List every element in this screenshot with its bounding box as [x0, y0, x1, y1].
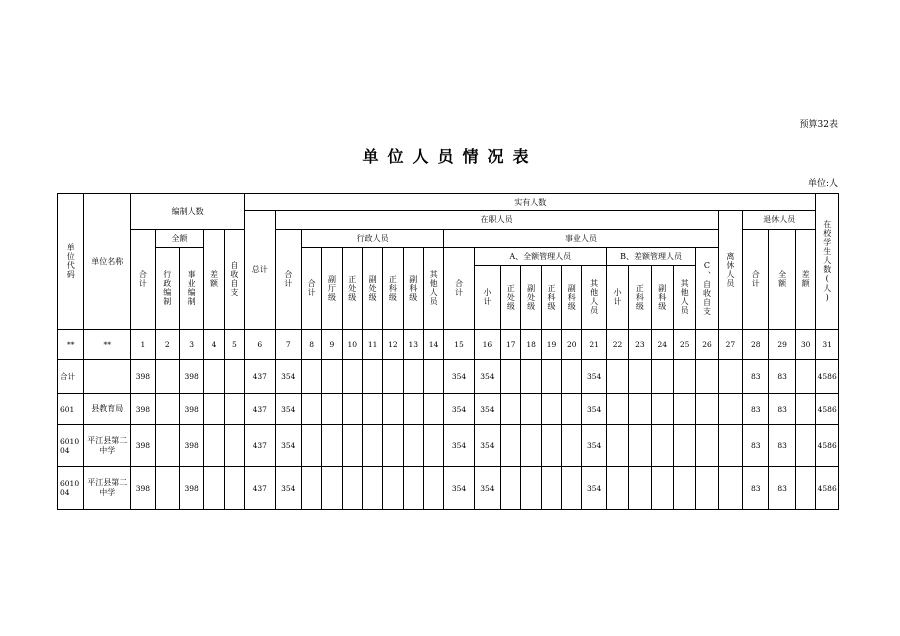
header-shiye-heji: 合计	[444, 248, 474, 330]
value-cell	[342, 393, 362, 425]
value-cell: 83	[769, 360, 795, 394]
value-cell: 398	[131, 393, 155, 425]
header-zongji: 总计	[245, 211, 275, 329]
value-cell	[403, 393, 423, 425]
value-cell: 354	[444, 393, 474, 425]
value-cell: 354	[474, 467, 500, 510]
unit-code-cell: 合计	[58, 360, 84, 394]
index-cell: 21	[582, 329, 606, 360]
header-zaizhi-heji: 合计	[275, 229, 301, 329]
index-cell: 28	[743, 329, 769, 360]
value-cell: 354	[275, 425, 301, 467]
header-zishou-zizhi: 自收自支	[224, 229, 244, 329]
value-cell: 83	[769, 467, 795, 510]
header-xingzheng-qita: 其他人员	[423, 248, 443, 330]
value-cell	[501, 425, 521, 467]
header-c-zishou: C、自收自支	[696, 248, 718, 330]
value-cell	[541, 467, 561, 510]
table-row	[58, 425, 839, 467]
page-title: 单位人员情况表	[362, 147, 538, 166]
value-cell	[673, 393, 695, 425]
value-cell	[362, 360, 382, 394]
value-cell	[651, 393, 673, 425]
value-cell	[322, 360, 342, 394]
value-cell	[718, 393, 742, 425]
value-cell: 398	[179, 467, 203, 510]
header-shiye-renyuan: 事业人员	[444, 229, 718, 247]
value-cell	[204, 425, 224, 467]
value-cell: 437	[245, 425, 275, 467]
index-cell: 13	[403, 329, 423, 360]
value-cell: 398	[131, 360, 155, 394]
index-cell: 20	[562, 329, 582, 360]
value-cell	[301, 360, 321, 394]
index-cell: 10	[342, 329, 362, 360]
value-cell	[403, 360, 423, 394]
value-cell	[651, 425, 673, 467]
value-cell	[795, 393, 816, 425]
value-cell: 354	[582, 393, 606, 425]
index-cell: 26	[696, 329, 718, 360]
header-b-cha-e: B、差额管理人员	[606, 248, 695, 266]
unit-name-cell: 平江县第二中学	[84, 467, 131, 510]
value-cell: 83	[769, 425, 795, 467]
index-cell: 9	[322, 329, 342, 360]
index-cell: 7	[275, 329, 301, 360]
header-unit-code: 单位代码	[58, 194, 84, 330]
header-a-fuke: 副科级	[562, 266, 582, 329]
value-cell	[501, 467, 521, 510]
index-cell: 29	[769, 329, 795, 360]
value-cell	[562, 467, 582, 510]
value-cell: 83	[743, 393, 769, 425]
value-cell	[155, 467, 179, 510]
index-cell: 30	[795, 329, 816, 360]
index-cell: 17	[501, 329, 521, 360]
value-cell	[606, 467, 628, 510]
value-cell: 83	[743, 425, 769, 467]
value-cell	[342, 360, 362, 394]
index-cell: 19	[541, 329, 561, 360]
index-row-group	[58, 329, 839, 360]
value-cell	[696, 425, 718, 467]
value-cell	[696, 360, 718, 394]
value-cell	[541, 360, 561, 394]
value-cell	[673, 467, 695, 510]
value-cell	[673, 425, 695, 467]
value-cell	[501, 393, 521, 425]
header-quan-e: 全额	[155, 229, 204, 247]
index-cell: 11	[362, 329, 382, 360]
header-tuixiu-quan-e: 全额	[769, 229, 795, 329]
index-cell: 18	[521, 329, 541, 360]
value-cell	[651, 360, 673, 394]
index-cell: 23	[629, 329, 651, 360]
value-cell	[342, 425, 362, 467]
header-xingzheng-bianzhi: 行政编制	[155, 248, 179, 330]
unit-name-cell: 平江县第二中学	[84, 425, 131, 467]
value-cell	[204, 393, 224, 425]
header-zhengke: 正科级	[383, 248, 403, 330]
header-zaizhi: 在职人员	[275, 211, 718, 229]
value-cell: 4586	[816, 467, 839, 510]
value-cell	[301, 393, 321, 425]
value-cell	[501, 360, 521, 394]
header-xingzheng-heji: 合计	[301, 248, 321, 330]
value-cell	[224, 393, 244, 425]
header-fuchu: 副处级	[362, 248, 382, 330]
header-tuixiu-heji: 合计	[743, 229, 769, 329]
index-cell: 12	[383, 329, 403, 360]
value-cell: 398	[131, 467, 155, 510]
value-cell: 437	[245, 393, 275, 425]
table-row	[58, 393, 839, 425]
value-cell	[651, 467, 673, 510]
header-fuke: 副科级	[403, 248, 423, 330]
value-cell	[718, 425, 742, 467]
header-b-fuke: 副科级	[651, 266, 673, 329]
unit-code-cell: 601004	[58, 425, 84, 467]
header-shiye-bianzhi: 事业编制	[179, 248, 203, 330]
index-cell: 6	[245, 329, 275, 360]
index-cell: 22	[606, 329, 628, 360]
value-cell	[301, 467, 321, 510]
value-cell	[383, 393, 403, 425]
value-cell: 354	[582, 467, 606, 510]
value-cell	[342, 467, 362, 510]
value-cell	[562, 425, 582, 467]
header-tuixiu-cha-e: 差额	[795, 229, 816, 329]
value-cell	[521, 393, 541, 425]
value-cell	[322, 425, 342, 467]
value-cell: 354	[444, 425, 474, 467]
header-a-fuchu: 副处级	[521, 266, 541, 329]
header-zhengchu: 正处级	[342, 248, 362, 330]
value-cell	[423, 360, 443, 394]
value-cell	[224, 360, 244, 394]
header-b-xiaoji: 小计	[606, 266, 628, 329]
value-cell: 398	[179, 425, 203, 467]
index-cell: 25	[673, 329, 695, 360]
header-b-qita: 其他人员	[673, 266, 695, 329]
value-cell	[521, 360, 541, 394]
value-cell	[673, 360, 695, 394]
value-cell	[301, 425, 321, 467]
index-cell: 2	[155, 329, 179, 360]
value-cell	[155, 425, 179, 467]
header-futing: 副厅级	[322, 248, 342, 330]
value-cell: 354	[275, 467, 301, 510]
value-cell	[541, 425, 561, 467]
header-zaixiao: 在校学生人数(人)	[816, 194, 839, 330]
index-cell: 3	[179, 329, 203, 360]
value-cell: 354	[582, 360, 606, 394]
value-cell	[383, 360, 403, 394]
header-a-qita: 其他人员	[582, 266, 606, 329]
value-cell	[362, 425, 382, 467]
value-cell	[155, 360, 179, 394]
value-cell: 83	[743, 360, 769, 394]
value-cell	[521, 467, 541, 510]
value-cell: 4586	[816, 425, 839, 467]
value-cell: 354	[582, 425, 606, 467]
value-cell	[423, 467, 443, 510]
value-cell	[383, 467, 403, 510]
value-cell	[362, 393, 382, 425]
index-cell: 5	[224, 329, 244, 360]
column-index-row	[58, 329, 839, 360]
value-cell	[541, 393, 561, 425]
value-cell	[204, 467, 224, 510]
value-cell	[423, 425, 443, 467]
table-row	[58, 360, 839, 394]
value-cell: 354	[444, 360, 474, 394]
index-cell: 4	[204, 329, 224, 360]
value-cell	[629, 360, 651, 394]
unit-name-cell	[84, 360, 131, 394]
table-row	[58, 467, 839, 510]
value-cell	[562, 360, 582, 394]
value-cell: 83	[769, 393, 795, 425]
value-cell	[423, 393, 443, 425]
header-a-zhengchu: 正处级	[501, 266, 521, 329]
value-cell	[606, 393, 628, 425]
value-cell	[795, 467, 816, 510]
value-cell: 398	[131, 425, 155, 467]
value-cell	[224, 425, 244, 467]
header-a-quan-e: A、全额管理人员	[474, 248, 606, 266]
value-cell	[521, 425, 541, 467]
header-a-zhengke: 正科级	[541, 266, 561, 329]
value-cell: 398	[179, 393, 203, 425]
unit-code-cell: 601004	[58, 467, 84, 510]
value-cell	[696, 393, 718, 425]
unit-code-cell: 601	[58, 393, 84, 425]
value-cell	[795, 425, 816, 467]
value-cell	[204, 360, 224, 394]
index-cell: 16	[474, 329, 500, 360]
value-cell	[606, 425, 628, 467]
index-cell: **	[84, 329, 131, 360]
header-b-zhengke: 正科级	[629, 266, 651, 329]
header-cha-e: 差额	[204, 229, 224, 329]
value-cell	[322, 467, 342, 510]
value-cell	[362, 467, 382, 510]
header-unit-name: 单位名称	[84, 194, 131, 330]
value-cell: 437	[245, 467, 275, 510]
value-cell: 354	[474, 425, 500, 467]
header-bianzhi-heji: 合计	[131, 229, 155, 329]
value-cell	[322, 393, 342, 425]
index-cell: 1	[131, 329, 155, 360]
value-cell	[403, 467, 423, 510]
form-number: 预算32表	[799, 120, 838, 130]
header-lixiu: 离休人员	[718, 211, 742, 329]
value-cell: 354	[275, 360, 301, 394]
data-rows	[58, 360, 839, 510]
value-cell: 354	[474, 393, 500, 425]
value-cell	[718, 360, 742, 394]
value-cell	[629, 467, 651, 510]
header-xingzheng-renyuan: 行政人员	[301, 229, 443, 247]
value-cell	[224, 467, 244, 510]
header-a-xiaoji: 小计	[474, 266, 500, 329]
value-cell	[403, 425, 423, 467]
value-cell	[795, 360, 816, 394]
unit-name-cell: 县教育局	[84, 393, 131, 425]
value-cell: 354	[474, 360, 500, 394]
value-cell: 83	[743, 467, 769, 510]
value-cell	[562, 393, 582, 425]
index-cell: 8	[301, 329, 321, 360]
value-cell	[155, 393, 179, 425]
value-cell	[629, 393, 651, 425]
index-cell: 27	[718, 329, 742, 360]
header-shiyou: 实有人数	[245, 194, 816, 211]
value-cell	[718, 467, 742, 510]
value-cell	[629, 425, 651, 467]
header-tuixiu: 退休人员	[743, 211, 816, 229]
value-cell	[696, 467, 718, 510]
header-bianzhi: 编制人数	[131, 194, 245, 230]
personnel-table	[57, 193, 839, 510]
value-cell: 398	[179, 360, 203, 394]
index-cell: 31	[816, 329, 839, 360]
index-cell: **	[58, 329, 84, 360]
value-cell: 437	[245, 360, 275, 394]
unit-label: 单位:人	[807, 179, 838, 189]
index-cell: 15	[444, 329, 474, 360]
value-cell	[383, 425, 403, 467]
value-cell: 354	[275, 393, 301, 425]
index-cell: 14	[423, 329, 443, 360]
value-cell: 4586	[816, 360, 839, 394]
value-cell: 354	[444, 467, 474, 510]
index-cell: 24	[651, 329, 673, 360]
value-cell	[606, 360, 628, 394]
value-cell: 4586	[816, 393, 839, 425]
